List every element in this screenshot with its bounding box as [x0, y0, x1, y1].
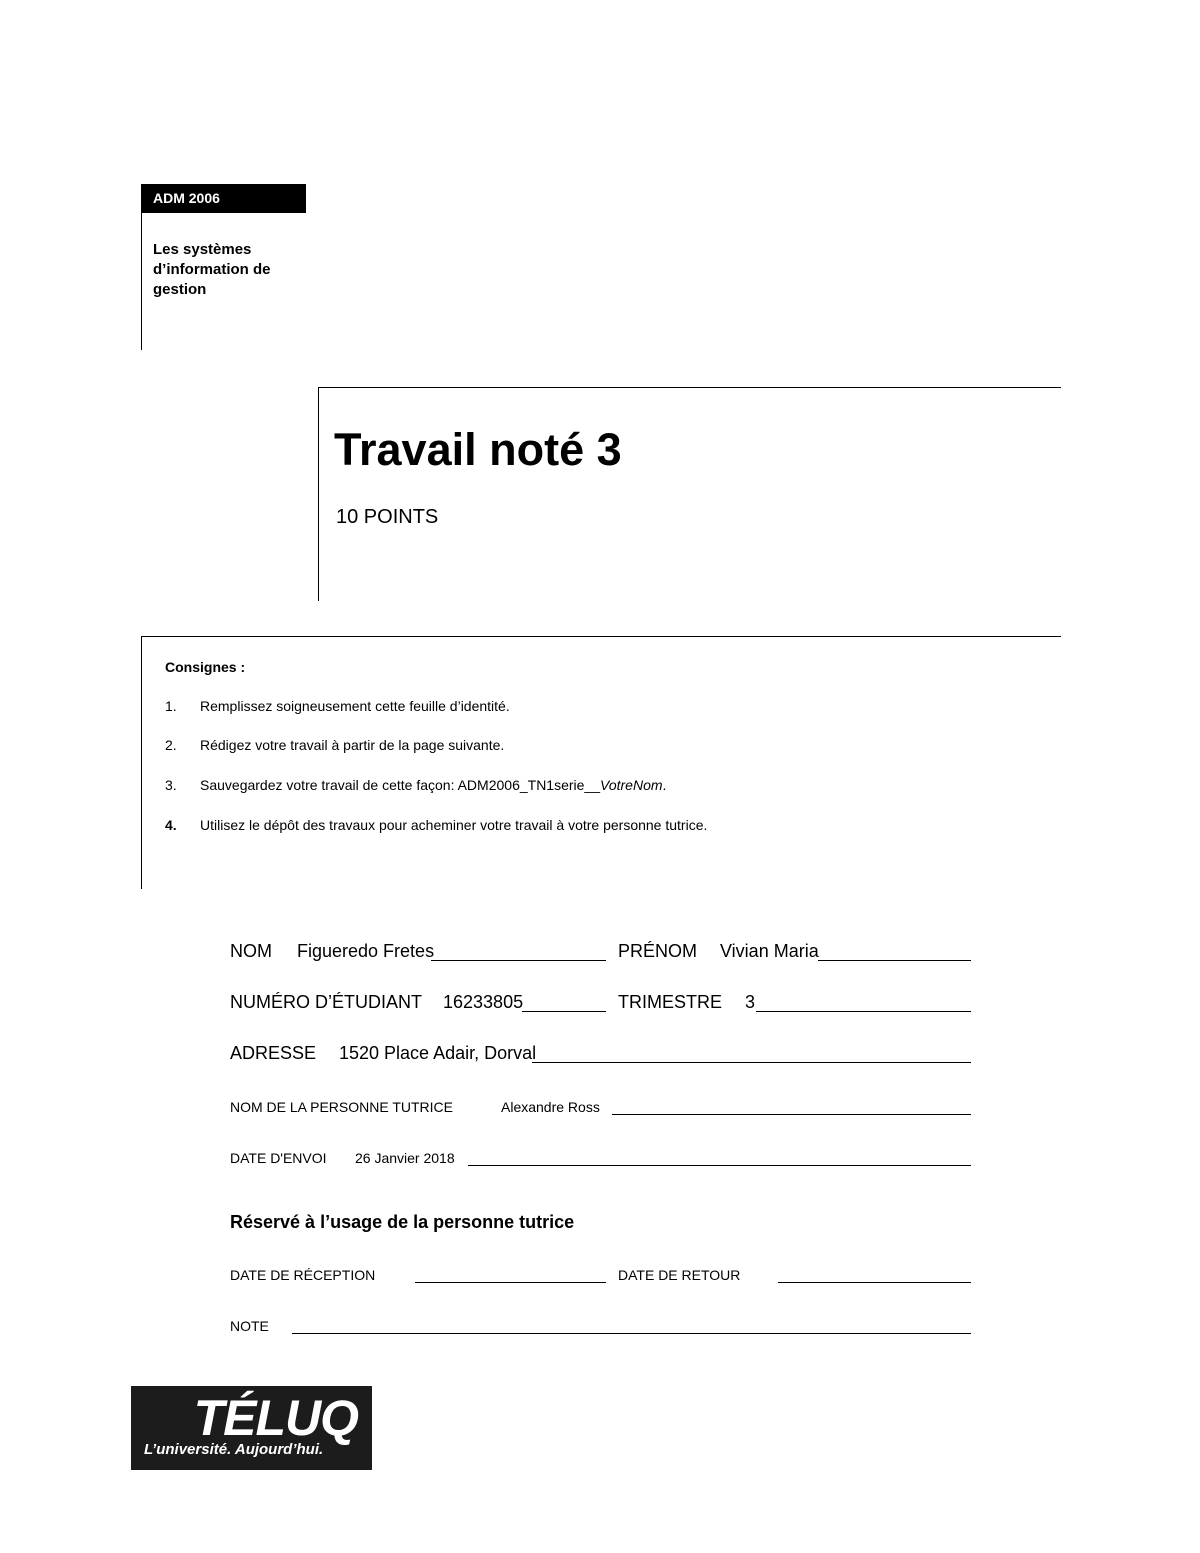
tutor-name-underline	[612, 1114, 971, 1115]
nom-value: Figueredo Fretes	[297, 941, 435, 961]
logo-wordmark: TÉLUQ	[193, 1390, 358, 1446]
prenom-underline	[818, 960, 971, 961]
instruction-filename-placeholder: VotreNom	[600, 777, 663, 793]
tutor-name-value: Alexandre Ross	[501, 1099, 600, 1115]
student-number-underline	[522, 1011, 606, 1012]
adresse-value: 1520 Place Adair, Dorval	[339, 1043, 537, 1063]
logo-tagline: L’université. Aujourd’hui.	[144, 1441, 324, 1458]
send-date-underline	[468, 1165, 971, 1166]
instructions-heading: Consignes :	[165, 659, 246, 675]
prenom-label: PRÉNOM	[618, 941, 698, 961]
assignment-points: 10 POINTS	[336, 506, 439, 528]
course-name: Les systèmes d’information de gestion	[153, 241, 271, 298]
instruction-text: Remplissez soigneusement cette feuille d’identité.	[200, 698, 510, 714]
teluq-logo	[131, 1386, 372, 1470]
instruction-number: 4.	[165, 817, 177, 833]
grade-underline	[292, 1333, 971, 1334]
return-date-underline	[778, 1282, 971, 1283]
instructions-frame	[141, 636, 1061, 889]
instruction-text: Utilisez le dépôt des travaux pour acheminer votre travail à votre personne tutrice.	[200, 817, 708, 833]
instruction-text-main: Sauvegardez votre travail de cette façon: ADM2006_TN1serie__	[200, 777, 601, 793]
trimestre-underline	[756, 1011, 971, 1012]
instruction-text: Rédigez votre travail à partir de la page suivante.	[200, 737, 505, 753]
reception-date-label: DATE DE RÉCEPTION	[230, 1267, 376, 1283]
student-number-value: 16233805	[443, 992, 524, 1012]
nom-label: NOM	[230, 941, 272, 961]
adresse-label: ADRESSE	[230, 1043, 317, 1063]
course-code: ADM 2006	[142, 184, 306, 213]
reception-date-underline	[415, 1282, 606, 1283]
trimestre-label: TRIMESTRE	[618, 992, 723, 1012]
instruction-number: 1.	[165, 698, 177, 714]
trimestre-value: 3	[745, 992, 756, 1012]
adresse-underline	[532, 1062, 971, 1063]
instruction-number: 2.	[165, 737, 177, 753]
title-frame	[318, 387, 1061, 601]
nom-underline	[431, 960, 606, 961]
assignment-title: Travail noté 3	[334, 424, 622, 475]
instruction-text	[200, 777, 666, 793]
tutor-section-heading: Réservé à l’usage de la personne tutrice	[230, 1212, 575, 1232]
tutor-name-label: NOM DE LA PERSONNE TUTRICE	[230, 1099, 454, 1115]
instruction-number: 3.	[165, 777, 177, 793]
send-date-value: 26 Janvier 2018	[355, 1150, 455, 1166]
prenom-value: Vivian Maria	[720, 941, 819, 961]
student-number-label: NUMÉRO D’ÉTUDIANT	[230, 992, 422, 1012]
send-date-label: DATE D'ENVOI	[230, 1150, 327, 1166]
instruction-text-suffix: .	[662, 777, 667, 793]
grade-label: NOTE	[230, 1318, 269, 1334]
return-date-label: DATE DE RETOUR	[618, 1267, 741, 1283]
